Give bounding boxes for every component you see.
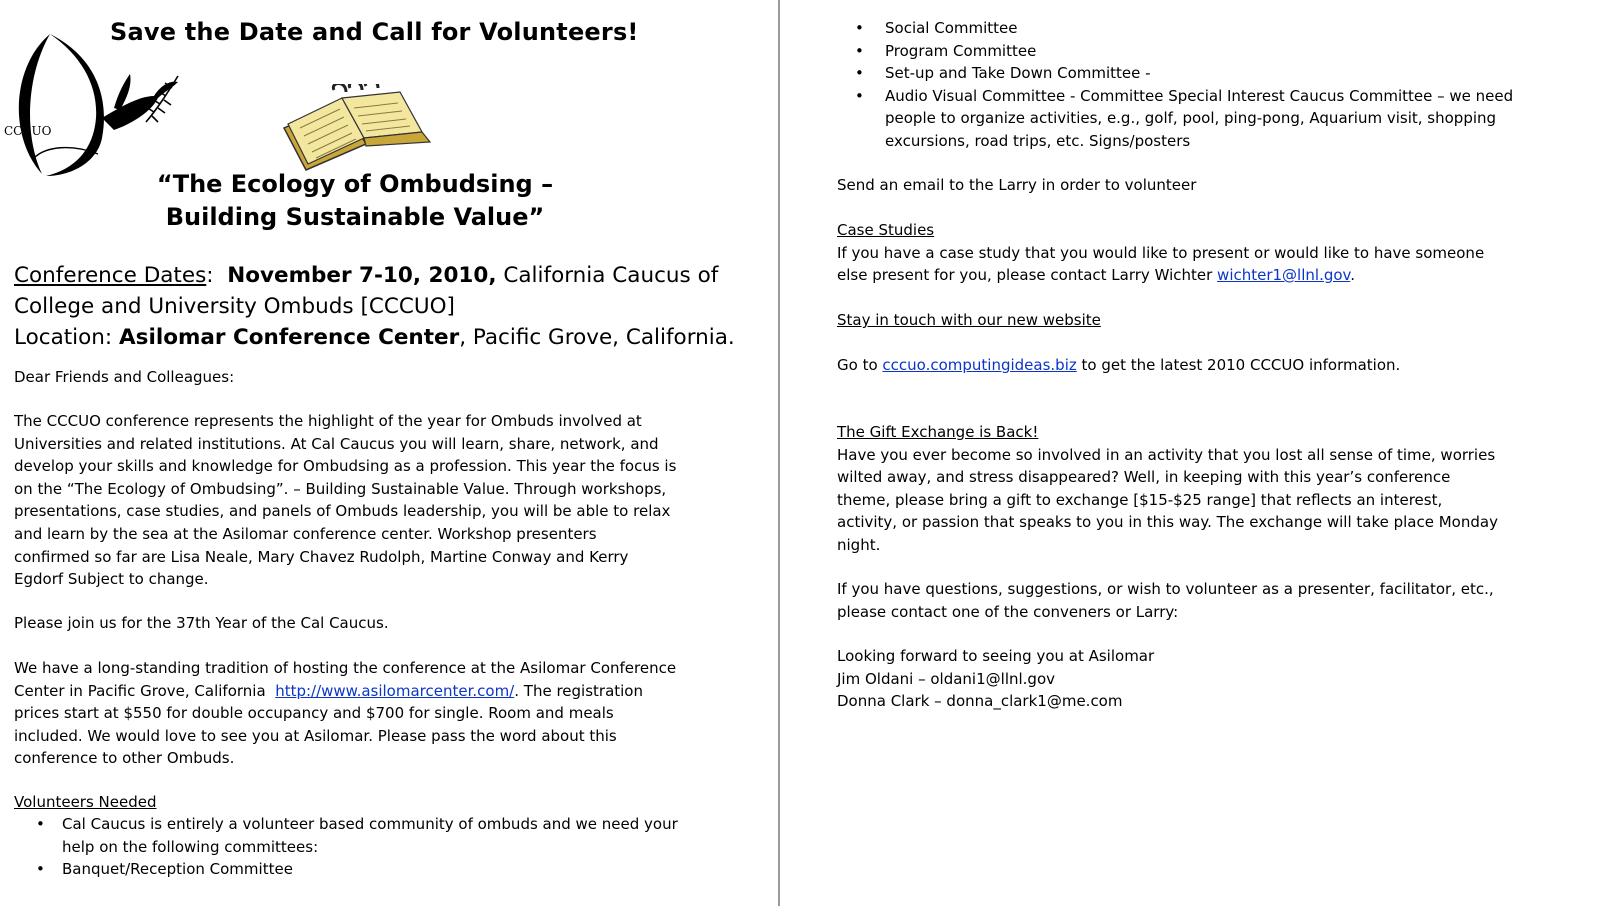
goto-post: to get the latest 2010 CCCUO information. — [1076, 356, 1401, 374]
open-book-icon — [280, 84, 440, 174]
tradition-paragraph — [14, 657, 676, 770]
tradition-line-pre: Center in Pacific Grove, California — [14, 681, 276, 700]
questions-line: please contact one of the conveners or Larry: — [837, 602, 1179, 621]
conference-org-line: College and University Ombuds [CCCUO] — [14, 294, 455, 319]
list-item — [855, 85, 1513, 108]
volunteers-heading — [14, 791, 157, 814]
bullet-text: Cal Caucus is entirely a volunteer based community of ombuds and we need your — [62, 815, 678, 833]
bullet-text: people to organize activities, e.g., golf, pool, ping-pong, Aquarium visit, shopping — [885, 109, 1497, 128]
bullet-text: Audio Visual Committee - Committee Special Interest Caucus Committee – we need — [885, 86, 1514, 105]
bullet-icon: • — [855, 64, 864, 83]
gift-line: activity, or passion that speaks to you in this way. The exchange will take place Monday — [837, 513, 1498, 532]
tradition-line: included. We would love to see you at Asilomar. Please pass the word about this — [14, 726, 617, 745]
conference-info — [14, 260, 735, 353]
intro-line: The CCCUO conference represents the highlight of the year for Ombuds involved at — [14, 412, 642, 430]
list-item-continued — [36, 836, 678, 859]
right-page — [781, 0, 1600, 906]
list-item — [36, 813, 678, 836]
join-paragraph — [14, 612, 389, 635]
conference-dates-rest: California Caucus of — [503, 263, 719, 288]
tradition-line-post: . The registration — [514, 681, 643, 700]
right-bullet-list — [855, 17, 1513, 153]
gift-exchange-heading: The Gift Exchange is Back! — [837, 423, 1039, 441]
closing-line: Looking forward to seeing you at Asilomar — [837, 647, 1155, 665]
page-divider — [778, 0, 780, 906]
contact-donna-clark: Donna Clark – donna_clark1@me.com — [837, 692, 1123, 711]
gift-line: theme, please bring a gift to exchange [$15-$25 range] that reflects an interest, — [837, 490, 1443, 509]
intro-line: presentations, case studies, and panels of Ombuds leadership, you will be able to relax — [14, 502, 671, 521]
tradition-line: We have a long-standing tradition of hosting the conference at the Asilomar Conference — [14, 659, 677, 677]
bullet-text: Social Committee — [885, 19, 1018, 37]
salutation-text: Dear Friends and Colleagues: — [14, 368, 235, 386]
theme-line-1: “The Ecology of Ombudsing – — [156, 170, 554, 198]
intro-line: on the “The Ecology of Ombudsing”. – Building Sustainable Value. Through workshops, — [14, 479, 667, 498]
send-email-text: Send an email to the Larry in order to volunteer — [837, 176, 1197, 194]
volunteers-heading-text: Volunteers Needed — [14, 793, 157, 811]
questions-line: If you have questions, suggestions, or wish to volunteer as a presenter, facilitator, etc., — [837, 580, 1494, 598]
left-page — [0, 0, 778, 906]
case-line — [837, 264, 1484, 287]
location-label: Location: — [14, 325, 113, 350]
salutation — [14, 366, 234, 389]
contact-jim-oldani: Jim Oldani – oldani1@llnl.gov — [837, 669, 1055, 688]
cccuo-website-link[interactable]: cccuo.computingideas.biz — [882, 356, 1077, 374]
bullet-icon: • — [36, 815, 45, 833]
case-studies-section — [837, 219, 1484, 287]
bullet-icon: • — [855, 86, 864, 105]
bullet-text: Set-up and Take Down Committee - — [885, 64, 1151, 83]
location-rest: , Pacific Grove, California. — [459, 325, 735, 350]
intro-line: Universities and related institutions. At Cal Caucus you will learn, share, network, and — [14, 434, 659, 453]
conference-dates-value: November 7-10, 2010, — [227, 263, 497, 288]
conference-dates-label: Conference Dates — [14, 263, 207, 288]
page-title: Save the Date and Call for Volunteers! — [110, 18, 639, 46]
bullet-text: Program Committee — [885, 41, 1037, 60]
case-line-pre: else present for you, please contact Larry Wichter — [837, 266, 1218, 285]
dove-crescent-logo-icon — [2, 26, 192, 186]
website-line — [837, 354, 1400, 377]
intro-line: and learn by the sea at the Asilomar conference center. Workshop presenters — [14, 524, 597, 543]
list-item — [855, 40, 1513, 63]
gift-line: wilted away, and stress disappeared? Well, in keeping with this year’s conference — [837, 468, 1451, 487]
intro-line: develop your skills and knowledge for Ombudsing as a profession. This year the focus is — [14, 457, 677, 476]
list-item — [36, 858, 678, 881]
asilomar-website-link[interactable]: http://www.asilomarcenter.com/ — [275, 681, 515, 700]
intro-line: confirmed so far are Lisa Neale, Mary Chavez Rudolph, Martine Conway and Kerry — [14, 547, 629, 566]
website-paragraph — [837, 354, 1400, 377]
closing-paragraph — [837, 645, 1154, 713]
case-line-post: . — [1350, 266, 1356, 285]
bullet-icon: • — [855, 41, 864, 60]
bullet-text: excursions, road trips, etc. Signs/posters — [885, 131, 1191, 150]
gift-line: Have you ever become so involved in an activity that you lost all sense of time, worries — [837, 445, 1496, 464]
case-studies-heading: Case Studies — [837, 221, 935, 239]
send-email-paragraph — [837, 174, 1196, 197]
goto-pre: Go to — [837, 356, 883, 374]
tradition-line — [14, 680, 676, 703]
list-item-continued — [855, 107, 1513, 130]
questions-paragraph — [837, 578, 1494, 623]
bullet-text: help on the following committees: — [62, 837, 319, 856]
location-value: Asilomar Conference Center — [119, 325, 460, 350]
stay-in-touch-heading — [837, 309, 1101, 332]
join-text: Please join us for the 37th Year of the Cal Caucus. — [14, 614, 389, 632]
bullet-icon: • — [36, 860, 45, 879]
conference-location-line — [14, 322, 735, 353]
bullet-icon: • — [855, 19, 864, 37]
wichter-email-link[interactable]: wichter1@llnl.gov — [1217, 266, 1351, 285]
list-item-continued — [855, 130, 1513, 153]
list-item — [855, 62, 1513, 85]
conference-dates-line: Conference Dates: November 7-10, 2010, California Caucus of — [14, 263, 719, 288]
theme-line-2: Building Sustainable Value” — [165, 203, 545, 231]
gift-line: night. — [837, 535, 881, 554]
left-bullet-list — [36, 813, 678, 881]
bullet-text: Banquet/Reception Committee — [62, 860, 293, 879]
tradition-line: conference to other Ombuds. — [14, 749, 235, 768]
list-item — [855, 17, 1513, 40]
tradition-line: prices start at $550 for double occupancy and $700 for single. Room and meals — [14, 704, 614, 723]
case-line: If you have a case study that you would like to present or would like to have someone — [837, 243, 1485, 262]
gift-exchange-section — [837, 421, 1498, 557]
intro-line: Egdorf Subject to change. — [14, 570, 209, 589]
logo-text: CCCUO — [4, 124, 52, 138]
intro-paragraph — [14, 410, 676, 591]
stay-in-touch-heading-text: Stay in touch with our new website — [837, 311, 1101, 329]
